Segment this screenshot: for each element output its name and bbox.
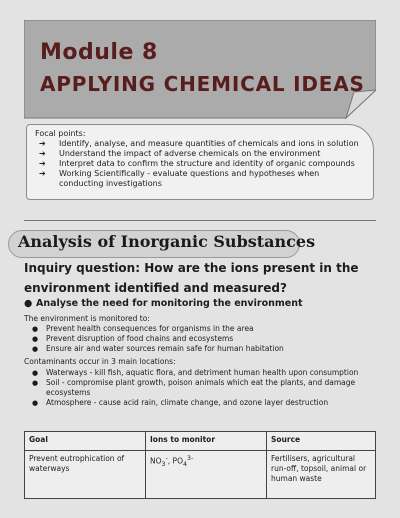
focal-point: ➔ Identify, analyse, and measure quantities of chemicals and ions in solution — [39, 139, 359, 148]
table-header-row — [25, 432, 376, 451]
arrow-icon: ➔ — [39, 169, 46, 178]
bullet-icon: ● — [32, 369, 39, 377]
ions-table — [24, 431, 376, 499]
list-item: ● Prevent health consequences for organisms in the area — [32, 324, 254, 333]
module-title: APPLYING CHEMICAL IDEAS — [40, 72, 365, 96]
bullet-icon: ● — [32, 379, 39, 387]
cell-goal: Prevent eutrophication of waterways — [25, 451, 146, 499]
monitored-list — [24, 324, 376, 354]
list-item: ● Waterways - kill fish, aquatic flora, and detriment human health upon consumption — [32, 368, 359, 377]
focal-points-title: Focal points: — [35, 129, 86, 138]
cell-ions: $NO_3^-$, $PO_4^{3-}$ — [146, 451, 267, 499]
bullet-icon: ● — [32, 399, 39, 407]
focal-point: ➔ Interpret data to confirm the structure and identity of organic compounds — [39, 159, 355, 168]
header-source: Source — [267, 432, 376, 451]
focal-point: ➔ Understand the impact of adverse chemicals on the environment — [39, 149, 321, 158]
header-goal: Goal — [25, 432, 146, 451]
list-item: ● Soil - compromise plant growth, poison animals which eat the plants, and damage ecosystems — [32, 378, 356, 397]
focal-points-list — [35, 139, 365, 189]
module-number: Module 8 — [40, 40, 158, 65]
banner-shape — [24, 20, 376, 120]
inquiry-question: Inquiry question: How are the ions present in the environment identified and measured? — [24, 261, 359, 295]
contaminants-intro: Contaminants occur in 3 main locations: — [24, 357, 176, 366]
divider — [24, 220, 376, 221]
header-ions: Ions to monitor — [146, 432, 267, 451]
bullet-icon: ● — [32, 345, 39, 353]
table-row — [25, 451, 376, 499]
analyse-heading: ● Analyse the need for monitoring the environment — [24, 298, 303, 309]
cell-source: Fertilisers, agricultural run-off, topsoil, animal or human waste — [267, 451, 376, 499]
list-item: ● Atmosphere - cause acid rain, climate change, and ozone layer destruction — [32, 398, 329, 407]
monitored-intro: The environment is monitored to: — [24, 314, 150, 323]
section-title: Analysis of Inorganic Substances — [18, 232, 316, 251]
focal-points-box — [26, 124, 374, 200]
bullet-icon: ● — [32, 325, 39, 333]
contaminants-list — [24, 368, 376, 408]
module-banner — [24, 20, 376, 120]
arrow-icon: ➔ — [39, 159, 46, 168]
bullet-icon: ● — [32, 335, 39, 343]
bullet-icon: ● — [24, 298, 33, 309]
list-item: ● Prevent disruption of food chains and ecosystems — [32, 334, 234, 343]
list-item: ● Ensure air and water sources remain safe for human habitation — [32, 344, 284, 353]
arrow-icon: ➔ — [39, 149, 46, 158]
focal-point: ➔ Working Scientifically - evaluate questions and hypotheses when conducting investigations — [39, 169, 320, 188]
arrow-icon: ➔ — [39, 139, 46, 148]
